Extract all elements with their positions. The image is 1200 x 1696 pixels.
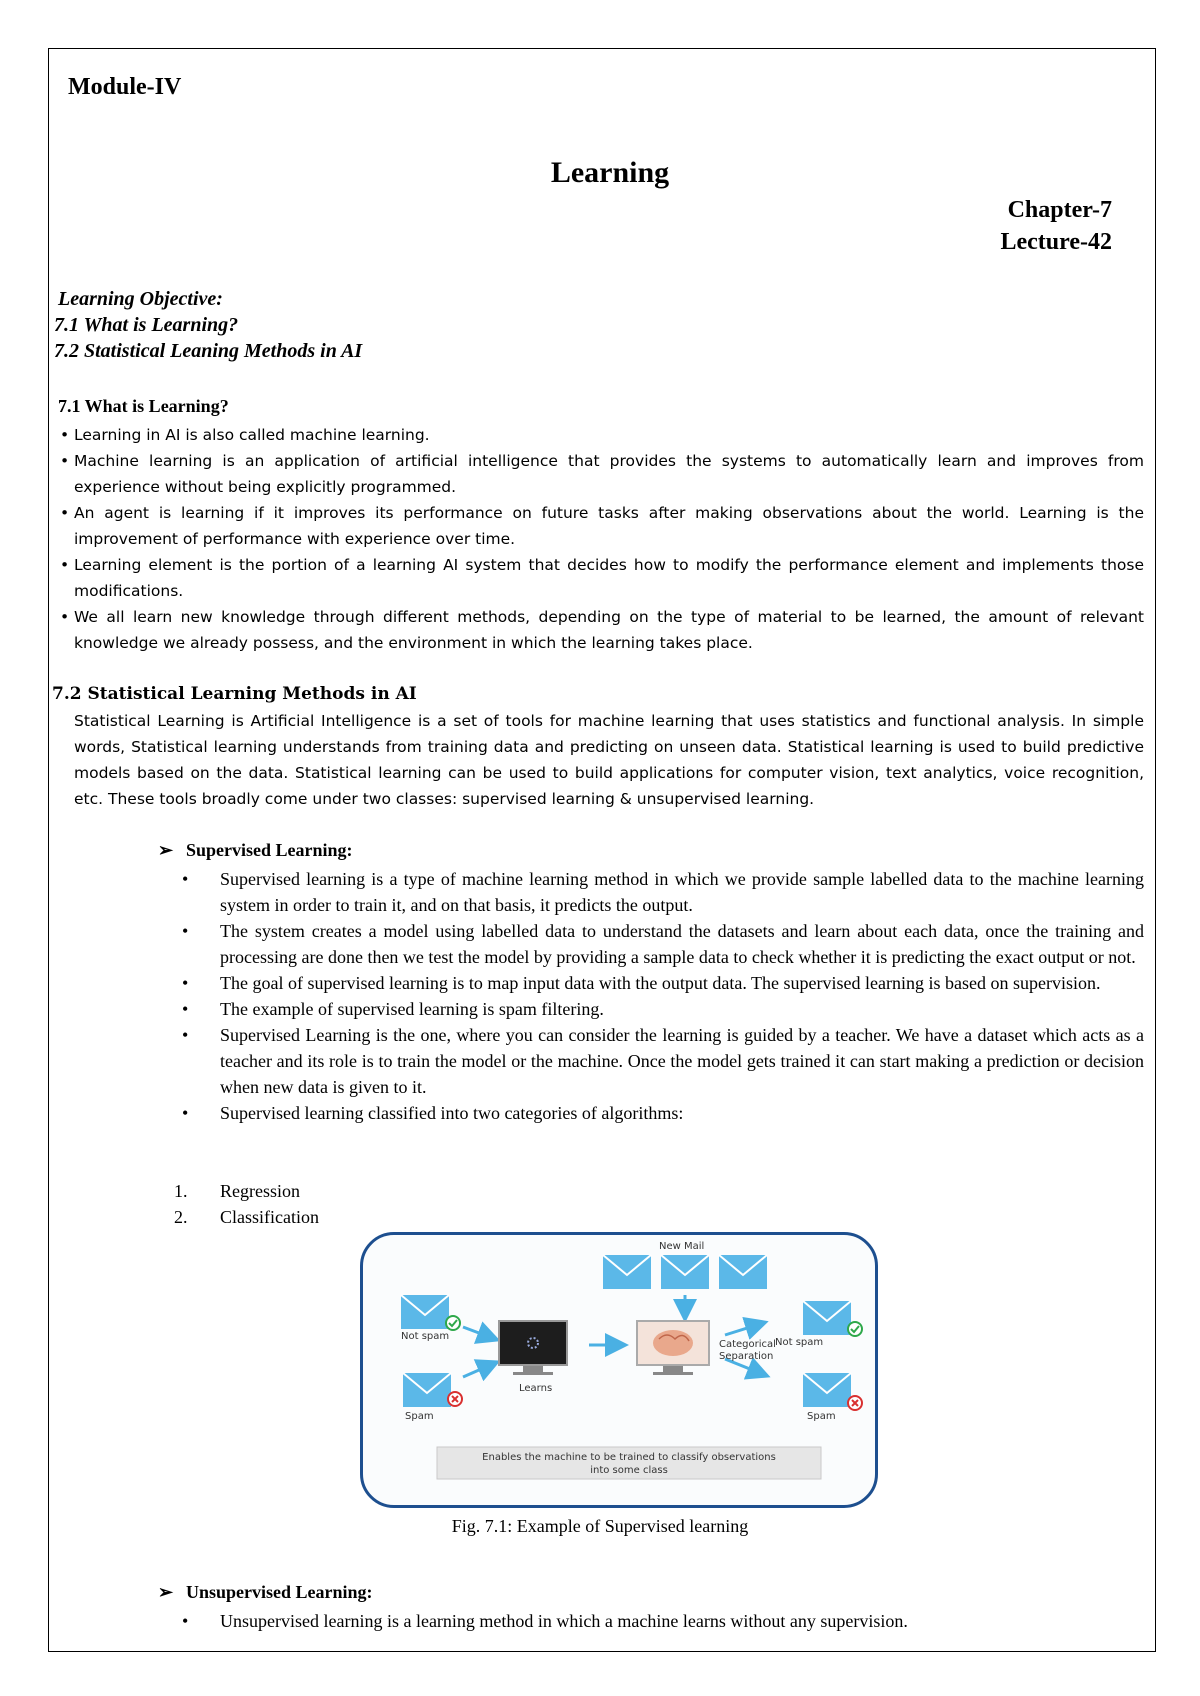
categorical-label: Categorical: [719, 1339, 776, 1350]
chapter-block: [1000, 194, 1112, 258]
list-item: • The example of supervised learning is spam filtering.: [172, 996, 1144, 1022]
learning-bullet-list: [54, 422, 1144, 656]
chapter-label: Chapter-7: [1007, 197, 1112, 223]
arrow-bullet-icon: ➢: [158, 840, 174, 860]
list-item: • We all learn new knowledge through different methods, depending on the type of material to be learned, the amount of relevant knowledge we already possess, and the environment in which the learning takes place.: [54, 604, 1144, 656]
list-item: • Learning in AI is also called machine learning.: [54, 422, 1144, 448]
envelope-icon: [803, 1373, 851, 1407]
arrow-icon: [463, 1363, 495, 1377]
arrow-icon: [725, 1323, 763, 1335]
list-item: • Machine learning is an application of artificial intelligence that provides the systems to automatically learn and improves from experience without being explicitly programmed.: [54, 448, 1144, 500]
objective-item: 7.1 What is Learning?: [54, 314, 239, 336]
envelope-icon: [401, 1295, 449, 1329]
not-spam-output-label: Not spam: [775, 1337, 824, 1348]
envelope-icon: [661, 1255, 709, 1289]
lecture-label: Lecture-42: [1000, 229, 1112, 255]
new-mail-label: New Mail: [659, 1241, 705, 1252]
learns-label: Learns: [519, 1383, 553, 1394]
cross-icon: [848, 1396, 862, 1410]
module-label: Module-IV: [68, 74, 182, 100]
spam-output-label: Spam: [807, 1411, 836, 1422]
separation-label: Separation: [719, 1351, 774, 1362]
supervised-heading: [158, 840, 353, 861]
section-heading: 7.2 Statistical Learning Methods in AI: [52, 684, 417, 704]
envelope-icon: [719, 1255, 767, 1289]
list-item: • The system creates a model using labelled data to understand the datasets and learn about each data, once the training and processing are done then we test the model by providing a sample data to check whether it is predicting the exact output or not.: [172, 918, 1144, 970]
list-item: • Learning element is the portion of a learning AI system that decides how to modify the performance element and implements those modifications.: [54, 552, 1144, 604]
list-item: • Supervised learning classified into two categories of algorithms:: [172, 1100, 1144, 1126]
section-what-is-learning: [58, 396, 1144, 417]
banner-line-2: into some class: [590, 1465, 668, 1476]
learning-objectives: [54, 286, 362, 364]
brain-monitor-icon: [637, 1321, 709, 1375]
algorithm-category-list: [172, 1178, 572, 1230]
unsupervised-heading-text: Unsupervised Learning:: [186, 1582, 373, 1602]
list-item: • An agent is learning if it improves its performance on future tasks after making observations about the world. Learning is the improvement of performance with experience over time.: [54, 500, 1144, 552]
list-item: • Supervised learning is a type of machine learning method in which we provide sample labelled data to the machine learning system in order to train it, and on that basis, it predicts the output.: [172, 866, 1144, 918]
check-icon: [446, 1316, 460, 1330]
cross-icon: [448, 1392, 462, 1406]
page-title: Learning: [550, 156, 670, 189]
arrow-icon: [463, 1327, 495, 1339]
unsupervised-heading: [158, 1582, 373, 1603]
list-item: 2. Classification: [174, 1207, 319, 1227]
list-item: • Supervised Learning is the one, where you can consider the learning is guided by a teacher. We have a dataset which acts as a teacher and its role is to train the model or the machine. Once the model gets trained it can start making a prediction or decision when new data is given to it.: [172, 1022, 1144, 1100]
figure-caption: Fig. 7.1: Example of Supervised learning: [451, 1516, 749, 1536]
envelope-icon: [603, 1255, 651, 1289]
list-item: • The goal of supervised learning is to map input data with the output data. The supervised learning is based on supervision.: [172, 970, 1144, 996]
supervised-learning-diagram: [363, 1235, 875, 1505]
monitor-icon: [499, 1321, 567, 1375]
statistical-learning-paragraph: Statistical Learning is Artificial Intelligence is a set of tools for machine learning that uses statistics and functional analysis. In simple words, Statistical learning understands from training data and predicting on unseen data. Statistical learning is used to build predictive models based on the data. Statistical learning can be used to build applications for computer vision, text analytics, voice recognition, etc. These tools broadly come under two classes: supervised learning & unsupervised learning.: [74, 712, 1144, 808]
list-item: • Unsupervised learning is a learning method in which a machine learns without any supervision.: [172, 1608, 1144, 1634]
objective-item: 7.2 Statistical Leaning Methods in AI: [54, 340, 363, 362]
envelope-icon: [403, 1373, 451, 1407]
section-heading: 7.1 What is Learning?: [58, 396, 229, 416]
arrow-bullet-icon: ➢: [158, 1582, 174, 1602]
supervised-heading-text: Supervised Learning:: [186, 840, 353, 860]
unsupervised-bullet-list: [172, 1608, 1144, 1634]
caption-banner: [437, 1447, 821, 1479]
supervised-learning-figure: [360, 1232, 878, 1508]
list-item: 1. Regression: [174, 1181, 300, 1201]
spam-input-label: Spam: [405, 1411, 434, 1422]
envelope-icon: [803, 1301, 851, 1335]
supervised-bullet-list: [172, 866, 1144, 1126]
banner-line-1: Enables the machine to be trained to classify observations: [482, 1452, 776, 1463]
not-spam-input-label: Not spam: [401, 1331, 450, 1342]
check-icon: [848, 1322, 862, 1336]
objectives-heading: Learning Objective:: [58, 288, 223, 310]
